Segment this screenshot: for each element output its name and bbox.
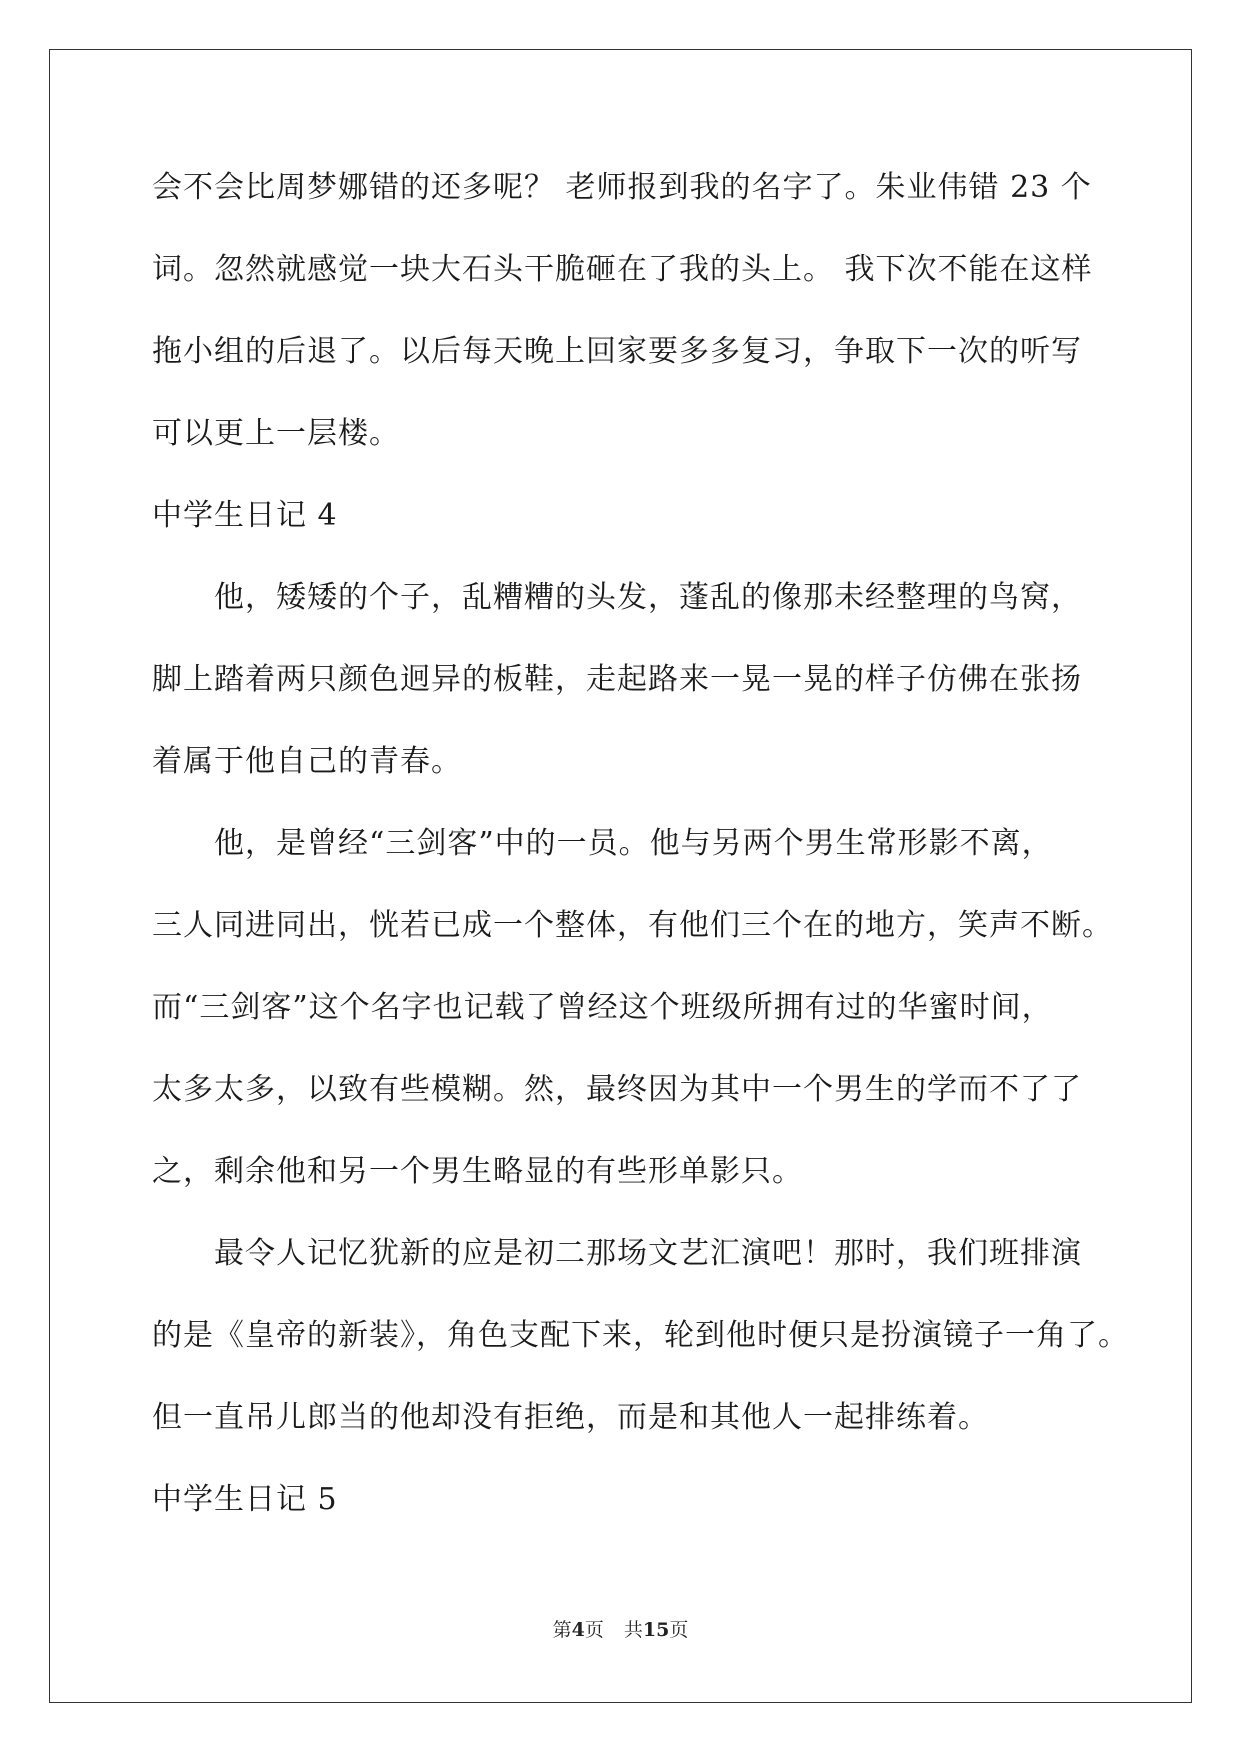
footer-page-suffix: 页 bbox=[584, 1619, 604, 1641]
footer-total-prefix: 共 bbox=[623, 1619, 643, 1641]
page-footer bbox=[0, 1615, 1241, 1642]
text-line-12: 太多太多，以致有些模糊。然，最终因为其中一个男生的学而不了了 bbox=[152, 1072, 1082, 1107]
text-line-4: 可以更上一层楼。 bbox=[152, 416, 400, 451]
text-line-2: 词。忽然就感觉一块大石头干脆砸在了我的头上。 我下次不能在这样 bbox=[152, 252, 1093, 287]
text-line-7: 脚上踏着两只颜色迥异的板鞋，走起路来一晃一晃的样子仿佛在张扬 bbox=[152, 662, 1082, 697]
footer-total-pages: 15 bbox=[642, 1619, 670, 1641]
section-heading-diary-5: 中学生日记 5 bbox=[152, 1482, 338, 1517]
text-line-13: 之，剩余他和另一个男生略显的有些形单影只。 bbox=[152, 1154, 803, 1189]
document-body bbox=[152, 160, 1129, 1554]
text-line-16: 但一直吊儿郎当的他却没有拒绝，而是和其他人一起排练着。 bbox=[152, 1400, 989, 1435]
footer-total-suffix: 页 bbox=[669, 1619, 689, 1641]
section-heading-diary-4: 中学生日记 4 bbox=[152, 498, 338, 533]
footer-page-number: 4 bbox=[571, 1619, 585, 1641]
text-line-3: 拖小组的后退了。以后每天晚上回家要多多复习，争取下一次的听写 bbox=[152, 334, 1082, 369]
text-line-9: 他，是曾经“三剑客”中的一员。他与另两个男生常形影不离， bbox=[214, 826, 1053, 861]
text-line-15: 的是《皇帝的新装》，角色支配下来，轮到他时便只是扮演镜子一角了。 bbox=[152, 1318, 1129, 1353]
text-line-11: 而“三剑客”这个名字也记载了曾经这个班级所拥有过的华蜜时间， bbox=[152, 990, 1053, 1025]
text-line-8: 着属于他自己的青春。 bbox=[152, 744, 462, 779]
text-line-14: 最令人记忆犹新的应是初二那场文艺汇演吧！那时，我们班排演 bbox=[214, 1236, 1082, 1271]
text-line-10: 三人同进同出，恍若已成一个整体，有他们三个在的地方，笑声不断。 bbox=[152, 908, 1113, 943]
footer-prefix: 第 bbox=[552, 1619, 572, 1641]
text-line-6: 他，矮矮的个子，乱糟糟的头发，蓬乱的像那未经整理的鸟窝， bbox=[214, 580, 1082, 615]
text-line-1: 会不会比周梦娜错的还多呢？ 老师报到我的名字了。朱业伟错 23 个 bbox=[152, 170, 1092, 205]
